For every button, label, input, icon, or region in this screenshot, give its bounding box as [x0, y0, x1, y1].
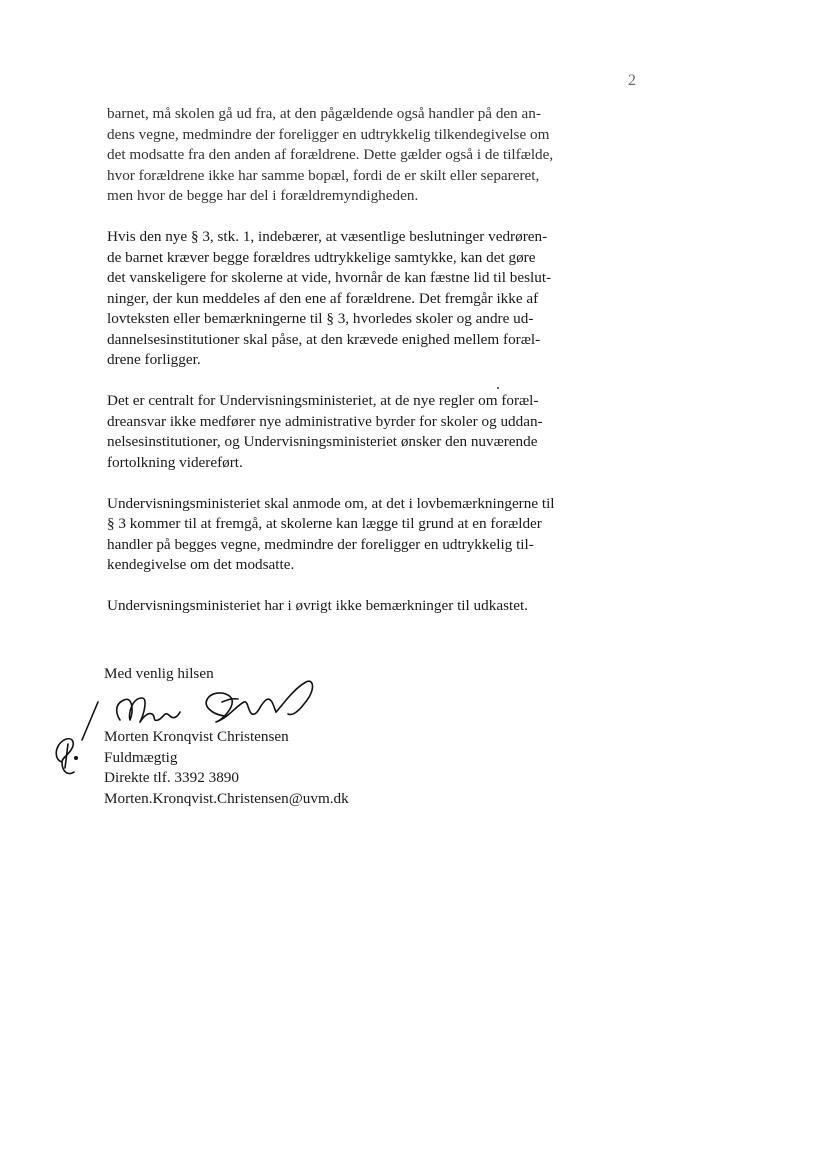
closing-salutation: Med venlig hilsen [104, 665, 214, 682]
paragraph-1: barnet, må skolen gå ud fra, at den pågældende også handler på den an- dens vegne, medmindre der foreligger en udtrykkelig tilkendegivelse om det modsatte fra den anden af forældrene. Dette gælder også i de tilfælde, hvor forældrene ikke har samme bopæl, fordi de er skilt eller separeret, men hvor de begge har del i forældremyndigheden. [107, 105, 554, 204]
signer-title: Fuldmægtig [104, 748, 178, 766]
paragraph-5: Undervisningsministeriet har i øvrigt ikke bemærkninger til udkastet. [107, 597, 528, 614]
signer-email[interactable]: Morten.Kronqvist.Christensen@uvm.dk [104, 789, 349, 807]
signer-phone: Direkte tlf. 3392 3890 [104, 769, 239, 786]
signature-block [104, 727, 349, 809]
signer-name: Morten Kronqvist Christensen [104, 728, 289, 745]
paragraph-2: Hvis den nye § 3, stk. 1, indebærer, at væsentlige beslutninger vedrøren- de barnet kræver begge forældres udtrykkelige samtykke, kan det gøre det vanskeligere for skolerne at vide, hvornår de kan fæstne lid til beslut- ninger, der kun meddeles af den ene af forældrene. Det fremgår ikke af lovteksten eller bemærkningerne til § 3, hvorledes skoler og andre ud- dannelsesinstitutioner skal påse, at den krævede enighed mellem foræl- drene forligger. [107, 228, 552, 368]
letter-body [107, 104, 583, 617]
paragraph-3: Det er centralt for Undervisningsministeriet, at de nye regler om foræl- dreansvar ikke medfører nye administrative byrder for skoler og uddan- nelsesinstitutioner, og Undervisningsministeriet ønsker den nuværende fortolkning videreført. [107, 392, 543, 471]
page-number: 2 [628, 72, 636, 89]
stray-mark [497, 387, 499, 389]
paragraph-4: Undervisningsministeriet skal anmode om, at det i lovbemærkningerne til § 3 kommer til at fremgå, at skolerne kan lægge til grund at en forælder handler på begges vegne, medmindre der foreligger en udtrykkelig til- kendegivelse om det modsatte. [107, 494, 555, 573]
